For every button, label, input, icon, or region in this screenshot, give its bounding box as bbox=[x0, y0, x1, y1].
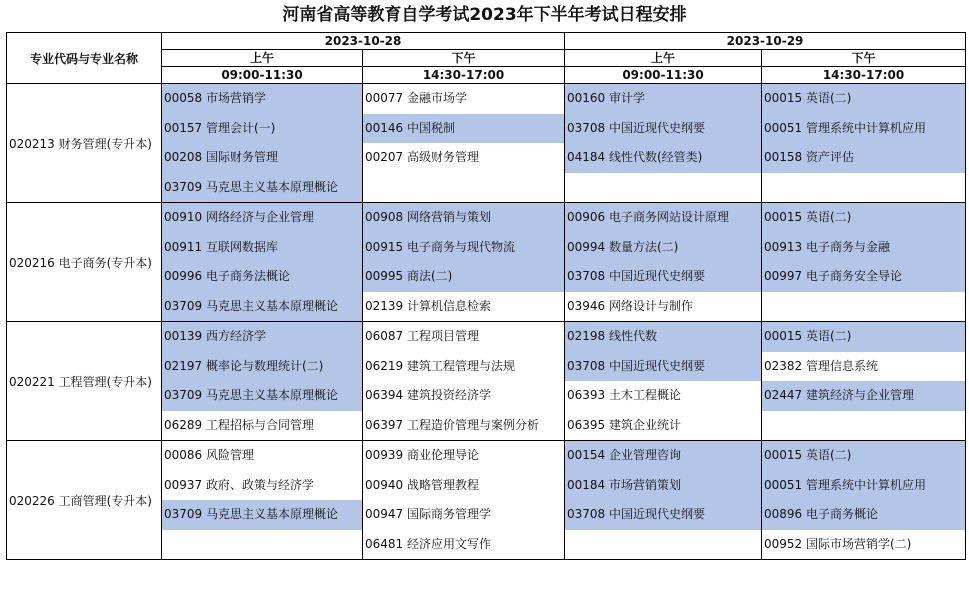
schedule-body bbox=[7, 84, 966, 560]
exam-slot bbox=[363, 322, 565, 441]
course-item: 00910 网络经济与企业管理 bbox=[162, 203, 362, 233]
course-item: 00139 西方经济学 bbox=[162, 322, 362, 352]
course-item: 02447 建筑经济与企业管理 bbox=[762, 381, 965, 411]
date-header-1: 2023-10-28 bbox=[162, 33, 565, 50]
course-item: 03708 中国近现代史纲要 bbox=[565, 114, 761, 144]
course-item: 00086 风险管理 bbox=[162, 441, 362, 471]
exam-slot bbox=[565, 322, 762, 441]
exam-slot bbox=[363, 84, 565, 203]
course-item: 00994 数量方法(二) bbox=[565, 233, 761, 263]
exam-schedule-table bbox=[6, 32, 966, 560]
empty-course-slot bbox=[565, 173, 761, 203]
am-header-2: 上午 bbox=[565, 50, 762, 67]
course-item: 03709 马克思主义基本原理概论 bbox=[162, 381, 362, 411]
course-item: 00996 电子商务法概论 bbox=[162, 262, 362, 292]
course-item: 04184 线性代数(经管类) bbox=[565, 143, 761, 173]
course-item: 00015 英语(二) bbox=[762, 84, 965, 114]
course-item: 00915 电子商务与现代物流 bbox=[363, 233, 564, 263]
empty-course-slot bbox=[762, 411, 965, 441]
exam-slot bbox=[762, 441, 966, 560]
course-item: 00952 国际市场营销学(二) bbox=[762, 530, 965, 560]
course-item: 00051 管理系统中计算机应用 bbox=[762, 114, 965, 144]
empty-course-slot bbox=[762, 173, 965, 203]
exam-slot bbox=[162, 441, 363, 560]
course-item: 02139 计算机信息检索 bbox=[363, 292, 564, 322]
empty-course-slot bbox=[565, 530, 761, 560]
empty-course-slot bbox=[363, 173, 564, 203]
course-item: 00058 市场营销学 bbox=[162, 84, 362, 114]
course-item: 00908 网络营销与策划 bbox=[363, 203, 564, 233]
course-item: 06393 土木工程概论 bbox=[565, 381, 761, 411]
course-item: 06397 工程造价管理与案例分析 bbox=[363, 411, 564, 441]
course-item: 00154 企业管理咨询 bbox=[565, 441, 761, 471]
exam-slot bbox=[363, 203, 565, 322]
pm-time-1: 14:30-17:00 bbox=[363, 67, 565, 84]
course-item: 03709 马克思主义基本原理概论 bbox=[162, 500, 362, 530]
course-item: 02198 线性代数 bbox=[565, 322, 761, 352]
major-row bbox=[7, 322, 966, 441]
exam-slot bbox=[565, 441, 762, 560]
major-name: 020221 工程管理(专升本) bbox=[7, 322, 162, 441]
course-item: 03709 马克思主义基本原理概论 bbox=[162, 173, 362, 203]
course-item: 06481 经济应用文写作 bbox=[363, 530, 564, 560]
course-item: 00184 市场营销策划 bbox=[565, 471, 761, 501]
exam-slot bbox=[762, 322, 966, 441]
exam-slot bbox=[762, 84, 966, 203]
course-item: 00051 管理系统中计算机应用 bbox=[762, 471, 965, 501]
course-item: 03708 中国近现代史纲要 bbox=[565, 262, 761, 292]
course-item: 06087 工程项目管理 bbox=[363, 322, 564, 352]
course-item: 03708 中国近现代史纲要 bbox=[565, 352, 761, 382]
course-item: 00906 电子商务网站设计原理 bbox=[565, 203, 761, 233]
course-item: 00947 国际商务管理学 bbox=[363, 500, 564, 530]
major-name: 020216 电子商务(专升本) bbox=[7, 203, 162, 322]
pm-time-2: 14:30-17:00 bbox=[762, 67, 966, 84]
course-item: 00939 商业伦理导论 bbox=[363, 441, 564, 471]
major-name: 020226 工商管理(专升本) bbox=[7, 441, 162, 560]
major-column-header: 专业代码与专业名称 bbox=[7, 33, 162, 84]
major-name: 020213 财务管理(专升本) bbox=[7, 84, 162, 203]
course-item: 03946 网络设计与制作 bbox=[565, 292, 761, 322]
exam-slot bbox=[162, 84, 363, 203]
course-item: 00158 资产评估 bbox=[762, 143, 965, 173]
course-item: 00146 中国税制 bbox=[363, 114, 564, 144]
exam-slot bbox=[565, 203, 762, 322]
course-item: 00896 电子商务概论 bbox=[762, 500, 965, 530]
course-item: 06219 建筑工程管理与法规 bbox=[363, 352, 564, 382]
am-time-1: 09:00-11:30 bbox=[162, 67, 363, 84]
pm-header-1: 下午 bbox=[363, 50, 565, 67]
course-item: 00015 英语(二) bbox=[762, 322, 965, 352]
course-item: 00157 管理会计(一) bbox=[162, 114, 362, 144]
course-item: 06289 工程招标与合同管理 bbox=[162, 411, 362, 441]
am-time-2: 09:00-11:30 bbox=[565, 67, 762, 84]
course-item: 02197 概率论与数理统计(二) bbox=[162, 352, 362, 382]
empty-course-slot bbox=[762, 292, 965, 322]
course-item: 00207 高级财务管理 bbox=[363, 143, 564, 173]
major-row bbox=[7, 84, 966, 203]
major-row bbox=[7, 441, 966, 560]
exam-slot bbox=[565, 84, 762, 203]
exam-slot bbox=[162, 203, 363, 322]
course-item: 06395 建筑企业统计 bbox=[565, 411, 761, 441]
major-row bbox=[7, 203, 966, 322]
course-item: 03708 中国近现代史纲要 bbox=[565, 500, 761, 530]
course-item: 00077 金融市场学 bbox=[363, 84, 564, 114]
course-item: 00913 电子商务与金融 bbox=[762, 233, 965, 263]
course-item: 00015 英语(二) bbox=[762, 203, 965, 233]
am-header-1: 上午 bbox=[162, 50, 363, 67]
course-item: 00160 审计学 bbox=[565, 84, 761, 114]
exam-slot bbox=[162, 322, 363, 441]
course-item: 00940 战略管理教程 bbox=[363, 471, 564, 501]
course-item: 02382 管理信息系统 bbox=[762, 352, 965, 382]
page-title: 河南省高等教育自学考试2023年下半年考试日程安排 bbox=[282, 5, 687, 25]
date-header-2: 2023-10-29 bbox=[565, 33, 966, 50]
empty-course-slot bbox=[162, 530, 362, 560]
course-item: 00997 电子商务安全导论 bbox=[762, 262, 965, 292]
course-item: 00015 英语(二) bbox=[762, 441, 965, 471]
course-item: 00937 政府、政策与经济学 bbox=[162, 471, 362, 501]
exam-slot bbox=[363, 441, 565, 560]
pm-header-2: 下午 bbox=[762, 50, 966, 67]
course-item: 00911 互联网数据库 bbox=[162, 233, 362, 263]
exam-slot bbox=[762, 203, 966, 322]
course-item: 03709 马克思主义基本原理概论 bbox=[162, 292, 362, 322]
course-item: 00995 商法(二) bbox=[363, 262, 564, 292]
course-item: 06394 建筑投资经济学 bbox=[363, 381, 564, 411]
course-item: 00208 国际财务管理 bbox=[162, 143, 362, 173]
